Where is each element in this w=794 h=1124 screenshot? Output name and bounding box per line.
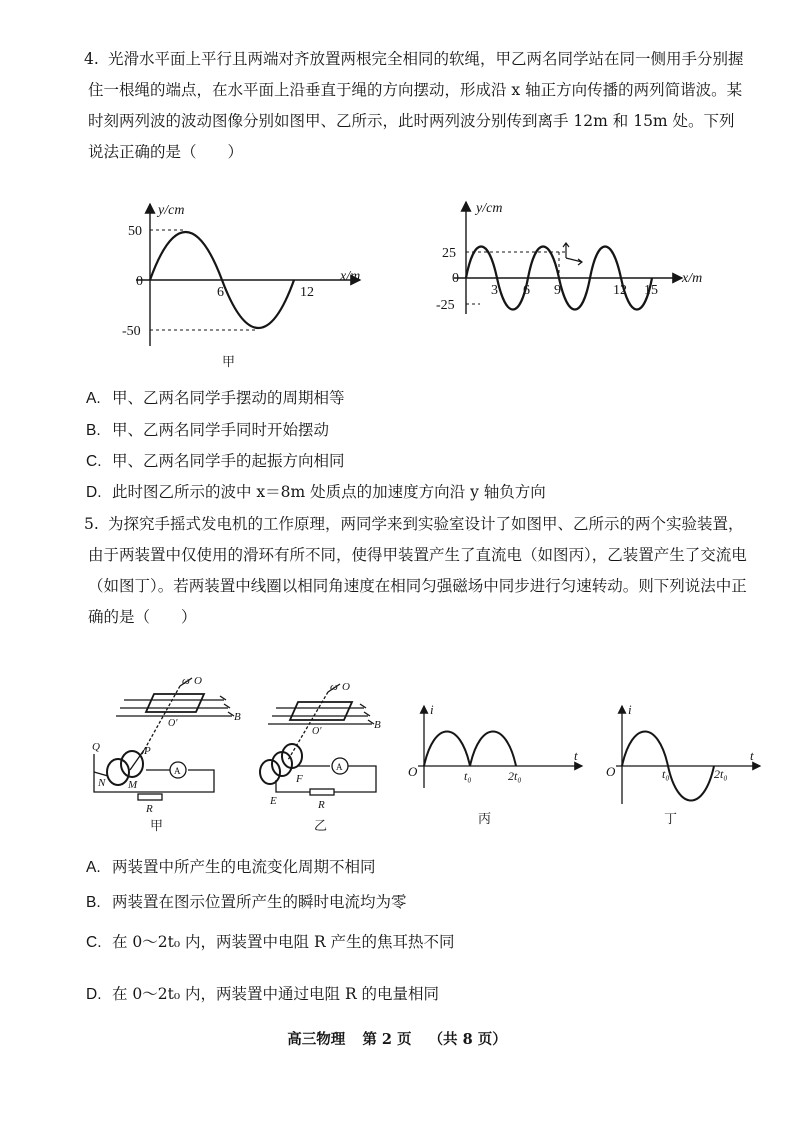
svg-text:O: O <box>606 764 616 779</box>
svg-text:O: O <box>408 764 418 779</box>
y-label: y/cm <box>158 203 185 218</box>
generator-device-b <box>236 672 406 812</box>
x-tick: 9 <box>554 283 561 298</box>
svg-text:O: O <box>194 675 202 687</box>
device-caption: 甲 <box>150 819 164 834</box>
svg-text:F: F <box>296 773 303 785</box>
x-tick: 12 <box>613 283 627 298</box>
question-4 <box>84 44 748 168</box>
option-d: D. 此时图乙所示的波中 x＝8m 处质点的加速度方向沿 y 轴负方向 <box>86 483 546 501</box>
x-tick: 6 <box>523 283 530 298</box>
question-5 <box>84 509 748 633</box>
svg-text:2t₀: 2t₀ <box>508 769 522 783</box>
svg-text:ω: ω <box>182 675 190 687</box>
svg-text:2t₀: 2t₀ <box>714 767 728 781</box>
generator-device-a <box>84 672 254 815</box>
svg-text:R: R <box>146 803 153 815</box>
graph-caption: 丁 <box>664 812 678 827</box>
y-tick: 50 <box>128 224 142 239</box>
svg-text:i: i <box>430 702 434 717</box>
question-stem: 光滑水平面上平行且两端对齐放置两根完全相同的软绳，甲乙两名同学站在同一侧用手分别握住一根绳的端点，在水平面上沿垂直于绳的方向摆动，形成沿 x 轴正方向传播的两列简谐波。某时刻两列波的波动图像分别如图甲、乙所示，此时两列波分别传到离手 12m 和 15m 处。下列说法正确的是（ ） <box>88 50 744 161</box>
x-label: x/m <box>340 269 361 284</box>
current-graph-d <box>600 700 770 808</box>
x-tick: 12 <box>300 285 314 300</box>
svg-text:P: P <box>144 745 151 757</box>
option-d: D. 在 0～2t₀ 内，两装置中通过电阻 R 的电量相同 <box>86 985 440 1003</box>
svg-text:Q: Q <box>92 741 100 753</box>
current-graph-c <box>404 700 590 792</box>
svg-text:B: B <box>234 711 241 723</box>
graph-caption: 丙 <box>478 812 492 827</box>
option-a: A. 甲、乙两名同学手摆动的周期相等 <box>86 389 345 407</box>
velocity-arrow-icon <box>563 243 582 265</box>
svg-text:N: N <box>98 777 106 789</box>
svg-text:t: t <box>750 748 754 763</box>
y-tick: 25 <box>442 246 456 261</box>
svg-text:B: B <box>374 719 381 731</box>
svg-text:R: R <box>318 799 325 811</box>
x-label: x/m <box>682 271 703 286</box>
svg-text:E: E <box>270 795 277 807</box>
origin-label: 0 <box>452 271 459 286</box>
y-label: y/cm <box>476 201 503 216</box>
option-a: A. 两装置中所产生的电流变化周期不相同 <box>86 858 376 876</box>
origin-label: 0 <box>136 274 143 289</box>
graph-caption: 甲 <box>222 355 236 370</box>
svg-text:O: O <box>342 681 350 693</box>
svg-text:O': O' <box>168 718 178 729</box>
footer-total: （共 8 页） <box>428 1031 507 1048</box>
question-number: 4. <box>84 50 99 68</box>
footer-subject: 高三物理 <box>287 1031 346 1048</box>
x-tick: 15 <box>644 283 658 298</box>
svg-text:M: M <box>128 779 138 791</box>
svg-text:A: A <box>174 766 181 776</box>
page-footer <box>0 1028 794 1049</box>
x-tick: 6 <box>217 285 224 300</box>
option-b: B. 两装置在图示位置所产生的瞬时电流均为零 <box>86 893 407 911</box>
svg-text:t₀: t₀ <box>464 769 472 783</box>
question-stem: 为探究手摇式发电机的工作原理，两同学来到实验室设计了如图甲、乙所示的两个实验装置，由于两装置中仅使用的滑环有所不同，使得甲装置产生了直流电（如图丙），乙装置产生了交流电（如图丁）。若两装置中线圈以相同角速度在相同匀强磁场中同步进行匀速转动。则下列说法中正确的是（ ） <box>88 515 747 626</box>
svg-text:A: A <box>336 762 343 772</box>
device-caption: 乙 <box>314 819 328 834</box>
wave-graph-b <box>420 196 710 326</box>
svg-text:t: t <box>574 748 578 763</box>
option-c: C. 甲、乙两名同学手的起振方向相同 <box>86 452 345 470</box>
svg-text:ω: ω <box>330 681 338 693</box>
footer-page: 第 2 页 <box>362 1031 412 1048</box>
option-b: B. 甲、乙两名同学手同时开始摆动 <box>86 421 330 439</box>
current-curve <box>424 732 516 767</box>
x-tick: 3 <box>491 283 498 298</box>
svg-text:i: i <box>628 702 632 717</box>
wave-graph-a <box>122 196 378 372</box>
y-tick: -25 <box>436 298 455 313</box>
svg-text:O': O' <box>312 726 322 737</box>
option-c: C. 在 0～2t₀ 内，两装置中电阻 R 产生的焦耳热不同 <box>86 933 455 951</box>
y-tick: -50 <box>122 324 141 339</box>
question-number: 5. <box>84 515 99 533</box>
svg-text:t₀: t₀ <box>662 767 670 781</box>
